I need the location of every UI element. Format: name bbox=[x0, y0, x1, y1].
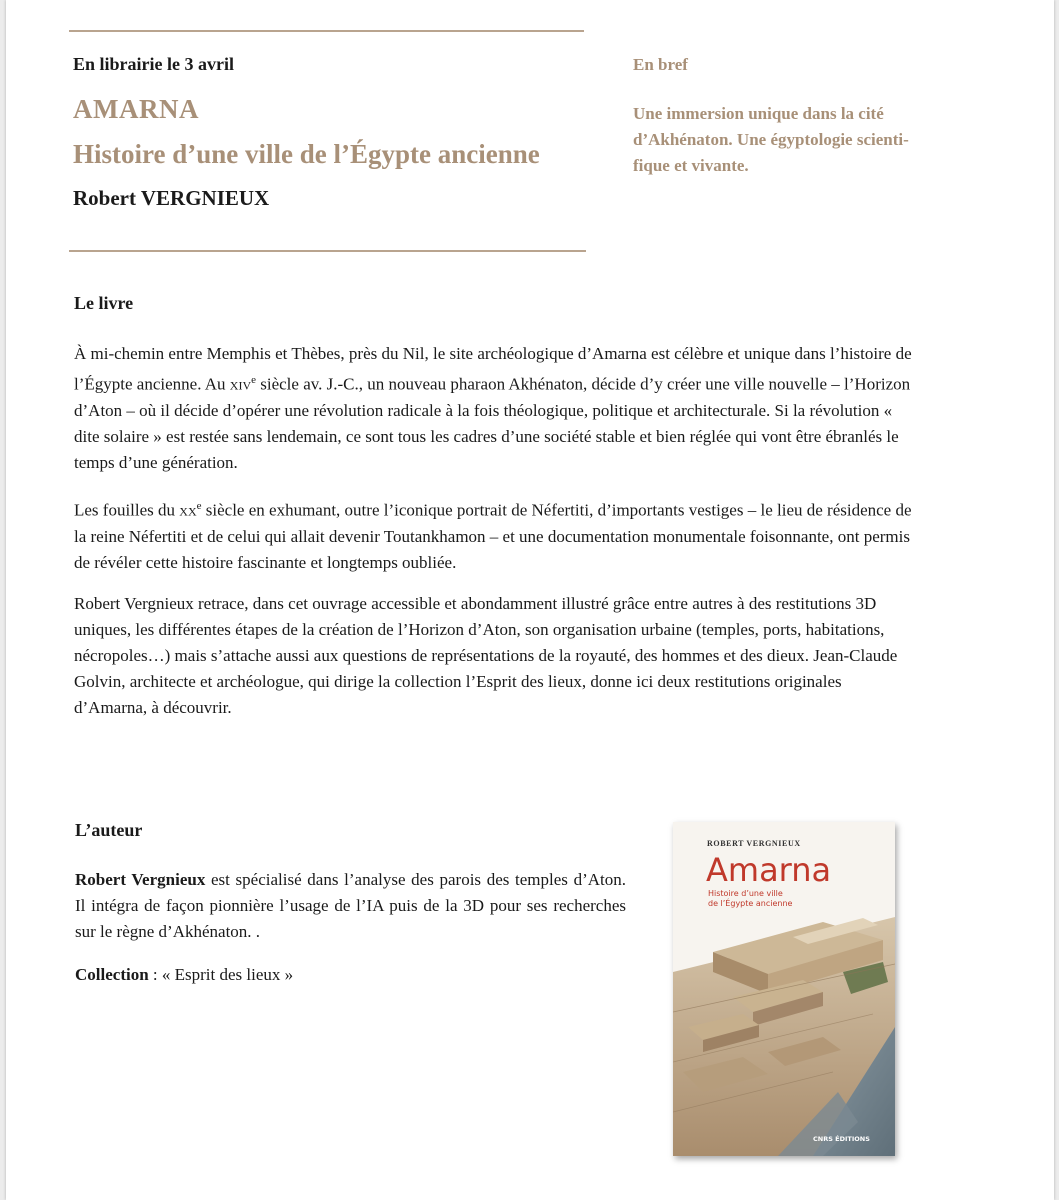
brief-text bbox=[633, 101, 963, 179]
text-run: siècle av. J.-C., un nouveau pharaon Akhénaton, décide d’y créer une ville nouvelle – l’Horizon d’Aton – où il décide d’opérer une révolution radicale à la fois théologique, politique et architecturale. Si la révolution « dite solaire » est restée sans lendemain, ce sont tous les cadres d’une société stable et bien réglée qui vont être ébranlés le temps d’une génération. bbox=[74, 374, 911, 472]
book-paragraph-3 bbox=[74, 591, 914, 721]
header-divider bbox=[69, 250, 586, 252]
cover-subtitle bbox=[708, 889, 792, 909]
author-bio-text: est spécialisé dans l’analyse des parois des temples d’Aton. Il intégra de façon pionnière l’usage de l’IA puis de la 3D pour ses recherches sur le règne d’Akhénaton. . bbox=[75, 870, 626, 941]
book-title: AMARNA bbox=[73, 94, 199, 124]
collection-value: : « Esprit des lieux » bbox=[148, 965, 294, 984]
author-name: Robert Vergnieux bbox=[75, 870, 206, 889]
cover-title: Amarna bbox=[706, 851, 832, 889]
book-paragraph-1 bbox=[74, 341, 914, 476]
collection-label: Collection bbox=[75, 965, 149, 984]
cover-publisher-logo: CNRS ÉDITIONS bbox=[813, 1135, 870, 1143]
cover-subtitle-line: de l’Égypte ancienne bbox=[708, 899, 793, 908]
release-date: En librairie le 3 avril bbox=[73, 54, 234, 74]
top-divider bbox=[69, 30, 584, 32]
brief-line: fique et vivante. bbox=[633, 156, 749, 175]
book-paragraph-2 bbox=[74, 493, 914, 576]
book-section-heading: Le livre bbox=[74, 293, 134, 313]
century-numeral: xx bbox=[179, 500, 197, 520]
author-section-heading: L’auteur bbox=[75, 820, 143, 840]
book-cover-image bbox=[673, 822, 895, 1156]
century-numeral: xiv bbox=[229, 374, 252, 394]
brief-heading: En bref bbox=[633, 55, 688, 74]
brief-line: d’Akhénaton. Une égyptologie scienti- bbox=[633, 130, 909, 149]
brief-line: Une immersion unique dans la cité bbox=[633, 104, 884, 123]
press-release-page bbox=[6, 0, 1054, 1200]
book-subtitle: Histoire d’une ville de l’Égypte ancienne bbox=[73, 139, 540, 169]
text-run: Robert Vergnieux retrace, dans cet ouvrage accessible et abondamment illustré grâce entre autres à des restitutions 3D uniques, les différentes étapes de la création de l’Horizon d’Aton, son organisation urbaine (temples, ports, habitations, nécropoles…) mais s’attache aussi aux questions de représentations de la royauté, des hommes et des dieux. Jean-Claude Golvin, architecte et archéologue, qui dirige la collection l’Esprit des lieux, donne ici deux restitutions originales d’Amarna, à découvrir. bbox=[74, 594, 898, 717]
cover-subtitle-line: Histoire d’une ville bbox=[708, 889, 783, 898]
author-bio bbox=[75, 867, 626, 945]
text-run: À mi-chemin entre Memphis et Thèbes, près du Nil, le site archéologique d’Amarna est célèbre et unique dans l’histoire de l’Égypte ancienne. Au bbox=[74, 344, 912, 394]
text-run: Les fouilles du bbox=[74, 500, 180, 520]
century-suffix: e bbox=[251, 374, 256, 386]
collection-line bbox=[75, 965, 293, 985]
text-run: siècle en exhumant, outre l’iconique portrait de Néfertiti, d’importants vestiges – le lieu de résidence de la reine Néfertiti et de celui qui allait devenir Toutankhamon – et une documentation monumentale foisonnante, ont permis de révéler cette histoire fascinante et longtemps oubliée. bbox=[74, 500, 912, 572]
book-author: Robert VERGNIEUX bbox=[73, 186, 270, 210]
century-suffix: e bbox=[196, 500, 202, 512]
cover-author: ROBERT VERGNIEUX bbox=[707, 839, 801, 848]
